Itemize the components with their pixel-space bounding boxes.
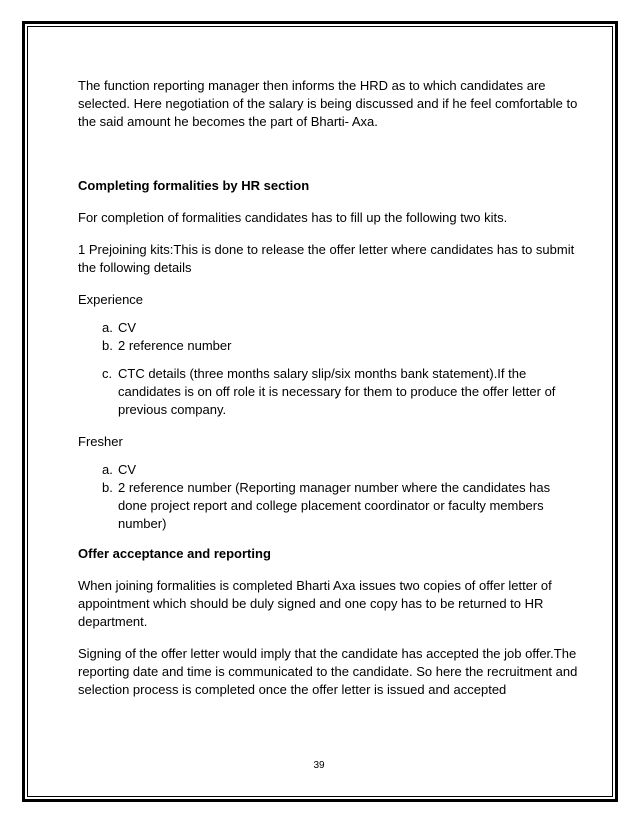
heading-completing-formalities: Completing formalities by HR section xyxy=(78,178,310,193)
experience-list xyxy=(78,319,578,419)
list-item xyxy=(94,337,578,355)
label-experience: Experience xyxy=(78,292,144,307)
heading-offer-acceptance: Offer acceptance and reporting xyxy=(78,546,271,561)
fresher-list xyxy=(78,461,578,533)
label-fresher: Fresher xyxy=(78,434,123,449)
paragraph-joining-formalities: When joining formalities is completed Bharti Axa issues two copies of offer letter of appointment which should be duly signed and one copy has to be returned to HR department. xyxy=(78,578,552,629)
list-marker: b. xyxy=(102,480,113,495)
list-marker: b. xyxy=(102,338,113,353)
list-item-text: 2 reference number (Reporting manager number where the candidates has done project report and college placement coordinator or faculty members number) xyxy=(118,480,551,531)
list-marker: a. xyxy=(102,462,113,477)
list-item-text: CV xyxy=(118,320,137,335)
page-content xyxy=(78,77,578,699)
paragraph-signing-offer: Signing of the offer letter would imply that the candidate has accepted the job offer.The reporting date and time is communicated to the candidate. So here the recruitment and selection process is completed once the offer letter is issued and accepted xyxy=(78,646,578,697)
list-item xyxy=(94,365,578,419)
paragraph-prejoining-kits: 1 Prejoining kits:This is done to release the offer letter where candidates has to submit the following details xyxy=(78,242,575,275)
list-item xyxy=(94,461,578,479)
list-marker: c. xyxy=(102,366,113,381)
list-item xyxy=(94,479,578,533)
paragraph-selection: The function reporting manager then informs the HRD as to which candidates are selected. Here negotiation of the salary is being discussed and if he feel comfortable to the said amount he becomes the part of Bharti- Axa. xyxy=(78,78,578,129)
page-number: 39 xyxy=(313,760,325,771)
list-item-text: 2 reference number xyxy=(118,338,232,353)
list-item-text: CTC details (three months salary slip/six months bank statement).If the candidates is on off role it is necessary for them to produce the offer letter of previous company. xyxy=(118,366,556,417)
paragraph-two-kits: For completion of formalities candidates has to fill up the following two kits. xyxy=(78,210,508,225)
list-item xyxy=(94,319,578,337)
list-marker: a. xyxy=(102,320,113,335)
list-item-text: CV xyxy=(118,462,137,477)
